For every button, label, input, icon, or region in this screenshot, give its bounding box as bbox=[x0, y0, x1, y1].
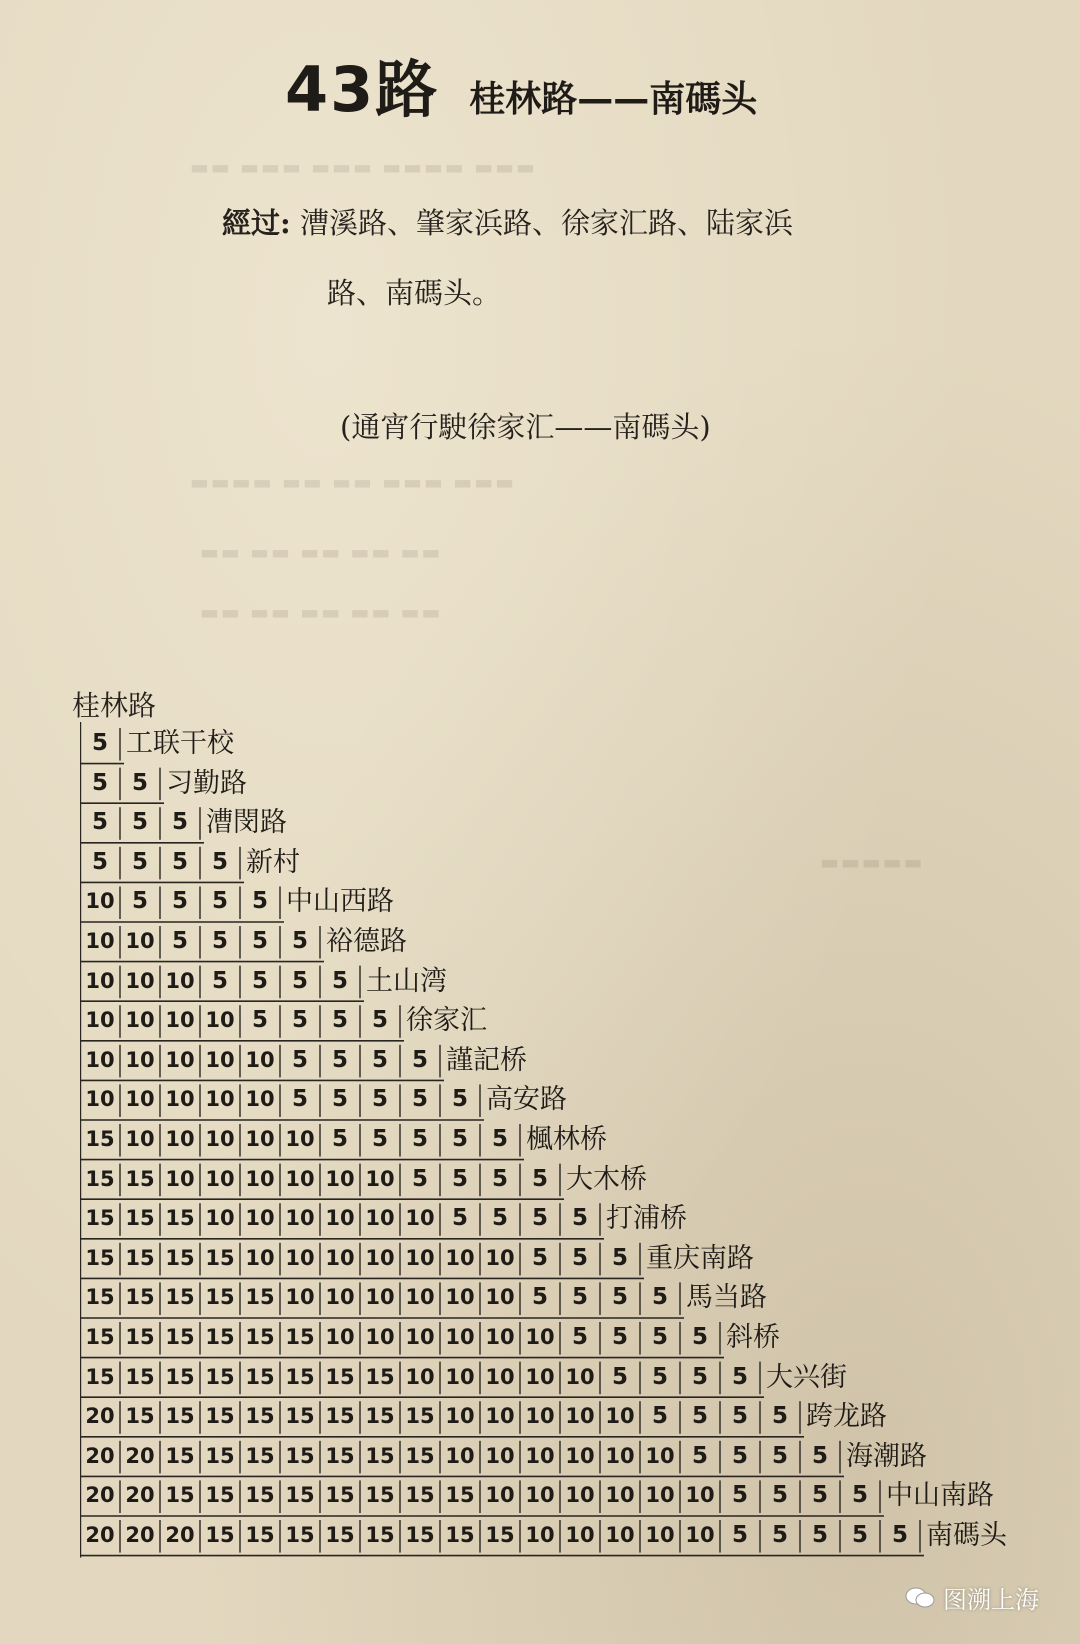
fare-cell: 10 bbox=[485, 1364, 515, 1389]
fare-cell: 5 bbox=[291, 1046, 308, 1073]
fare-cell: 15 bbox=[445, 1483, 475, 1508]
fare-cell: 10 bbox=[565, 1404, 595, 1429]
fare-cell: 15 bbox=[85, 1127, 115, 1151]
fare-cell: 5 bbox=[211, 928, 228, 954]
fare-cell: 10 bbox=[325, 1325, 355, 1349]
fare-cell: 5 bbox=[291, 928, 308, 954]
stop-name: 中山南路 bbox=[886, 1480, 994, 1512]
via-line-2: 路、南碼头。 bbox=[327, 276, 502, 310]
fare-cell: 5 bbox=[371, 1126, 388, 1152]
stop-name: 习勤路 bbox=[166, 767, 247, 799]
fare-cell: 10 bbox=[405, 1285, 435, 1310]
fare-cell: 10 bbox=[325, 1166, 355, 1191]
chat-bubble-icon bbox=[905, 1586, 935, 1610]
fare-cell: 10 bbox=[485, 1443, 515, 1468]
fare-cell: 15 bbox=[245, 1523, 275, 1547]
fare-cell: 15 bbox=[165, 1443, 195, 1468]
fare-cell: 15 bbox=[205, 1404, 235, 1429]
fare-cell: 20 bbox=[125, 1483, 155, 1508]
fare-cell: 15 bbox=[245, 1364, 275, 1389]
fare-cell: 15 bbox=[165, 1483, 195, 1508]
fare-cell: 5 bbox=[891, 1522, 908, 1548]
fare-cell: 20 bbox=[85, 1443, 115, 1468]
fare-cell: 10 bbox=[565, 1443, 595, 1468]
fare-cell: 10 bbox=[325, 1245, 355, 1270]
fare-cell: 5 bbox=[451, 1205, 468, 1232]
fare-cell: 10 bbox=[125, 929, 155, 953]
fare-cell: 15 bbox=[325, 1443, 355, 1468]
fare-cell: 10 bbox=[405, 1325, 435, 1349]
fare-cell: 15 bbox=[245, 1483, 275, 1508]
fare-cell: 15 bbox=[85, 1245, 115, 1270]
fare-cell: 5 bbox=[651, 1284, 668, 1311]
fare-cell: 15 bbox=[205, 1245, 235, 1270]
fare-cell: 10 bbox=[245, 1206, 275, 1231]
fare-cell: 10 bbox=[85, 1047, 115, 1072]
fare-cell: 5 bbox=[131, 888, 148, 915]
fare-cell: 15 bbox=[125, 1325, 155, 1349]
fare-cell: 10 bbox=[445, 1325, 475, 1349]
fare-cell: 15 bbox=[85, 1325, 115, 1349]
fare-cell: 15 bbox=[285, 1325, 315, 1349]
fare-cell: 10 bbox=[525, 1364, 555, 1389]
fare-cell: 15 bbox=[205, 1325, 235, 1349]
fare-cell: 15 bbox=[245, 1443, 275, 1468]
stop-name: 重庆南路 bbox=[646, 1242, 754, 1274]
fare-cell: 10 bbox=[165, 1127, 195, 1151]
fare-cell: 10 bbox=[365, 1245, 395, 1270]
via-label: 經过: bbox=[222, 206, 291, 240]
fare-cell: 15 bbox=[445, 1523, 475, 1547]
fare-cell: 10 bbox=[165, 1166, 195, 1191]
fare-cell: 15 bbox=[325, 1483, 355, 1508]
fare-cell: 10 bbox=[205, 1206, 235, 1231]
fare-cell: 5 bbox=[91, 809, 108, 836]
fare-cell: 10 bbox=[125, 1008, 155, 1033]
fare-cell: 15 bbox=[85, 1166, 115, 1191]
fare-cell: 15 bbox=[205, 1443, 235, 1468]
fare-cell: 5 bbox=[491, 1126, 508, 1152]
fare-cell: 10 bbox=[205, 1008, 235, 1033]
bleed-through-text: ▬▬ ▬▬▬ ▬▬▬ ▬▬▬▬ ▬▬▬ bbox=[190, 155, 537, 179]
fare-cell: 5 bbox=[531, 1165, 548, 1192]
fare-cell: 15 bbox=[285, 1523, 315, 1547]
overnight-note: (通宵行駛徐家汇——南碼头) bbox=[340, 410, 711, 444]
fare-cell: 5 bbox=[211, 848, 228, 875]
fare-cell: 10 bbox=[125, 1047, 155, 1072]
fare-cell: 5 bbox=[531, 1244, 548, 1271]
fare-cell: 15 bbox=[285, 1483, 315, 1508]
fare-cell: 5 bbox=[131, 769, 148, 796]
fare-cell: 5 bbox=[171, 809, 188, 836]
fare-cell: 5 bbox=[451, 1086, 468, 1113]
fare-cell: 10 bbox=[565, 1523, 595, 1547]
fare-cell: 5 bbox=[851, 1482, 868, 1509]
stop-name: 裕德路 bbox=[326, 926, 407, 957]
stop-name: 徐家汇 bbox=[406, 1005, 487, 1037]
fare-cell: 10 bbox=[165, 1047, 195, 1072]
fare-cell: 5 bbox=[731, 1363, 748, 1390]
fare-cell: 15 bbox=[85, 1285, 115, 1310]
fare-cell: 5 bbox=[91, 848, 108, 875]
fare-cell: 10 bbox=[125, 1087, 155, 1112]
fare-cell: 10 bbox=[165, 1008, 195, 1033]
fare-cell: 10 bbox=[485, 1245, 515, 1270]
fare-cell: 5 bbox=[651, 1363, 668, 1390]
fare-cell: 5 bbox=[451, 1165, 468, 1192]
fare-cell: 10 bbox=[605, 1483, 635, 1508]
fare-cell: 5 bbox=[91, 769, 108, 796]
fare-cell: 15 bbox=[405, 1523, 435, 1547]
fare-cell: 5 bbox=[171, 848, 188, 875]
fare-cell: 10 bbox=[285, 1127, 315, 1151]
fare-cell: 15 bbox=[285, 1364, 315, 1389]
fare-cell: 10 bbox=[485, 1483, 515, 1508]
fare-cell: 10 bbox=[325, 1206, 355, 1231]
fare-cell: 5 bbox=[531, 1205, 548, 1232]
stop-name: 斜桥 bbox=[726, 1322, 780, 1353]
fare-cell: 15 bbox=[165, 1245, 195, 1270]
fare-cell: 10 bbox=[245, 1127, 275, 1151]
fare-cell: 20 bbox=[125, 1443, 155, 1468]
fare-cell: 15 bbox=[285, 1443, 315, 1468]
fare-cell: 10 bbox=[445, 1245, 475, 1270]
fare-cell: 10 bbox=[405, 1245, 435, 1270]
fare-cell: 10 bbox=[245, 1087, 275, 1112]
bleed-through-text: ▬▬▬▬▬ bbox=[820, 850, 925, 874]
stop-name: 土山湾 bbox=[366, 965, 447, 997]
fare-cell: 5 bbox=[771, 1442, 788, 1469]
page-title bbox=[285, 40, 758, 126]
fare-cell: 20 bbox=[165, 1523, 195, 1547]
fare-cell: 10 bbox=[445, 1443, 475, 1468]
fare-cell: 10 bbox=[285, 1166, 315, 1191]
fare-cell: 10 bbox=[205, 1166, 235, 1191]
fare-cell: 15 bbox=[485, 1523, 515, 1547]
fare-cell: 10 bbox=[605, 1443, 635, 1468]
fare-cell: 5 bbox=[211, 888, 228, 915]
fare-cell: 10 bbox=[525, 1443, 555, 1468]
fare-cell: 10 bbox=[85, 929, 115, 953]
fare-cell: 10 bbox=[685, 1523, 715, 1547]
stop-name: 中山西路 bbox=[286, 886, 394, 918]
fare-cell: 15 bbox=[365, 1443, 395, 1468]
bleed-through-text: ▬▬ ▬▬ ▬▬ ▬▬ ▬▬ bbox=[200, 600, 443, 624]
fare-cell: 5 bbox=[571, 1244, 588, 1271]
fare-cell: 5 bbox=[691, 1403, 708, 1430]
fare-cell: 5 bbox=[771, 1403, 788, 1430]
fare-cell: 10 bbox=[205, 1047, 235, 1072]
fare-cell: 5 bbox=[571, 1324, 588, 1350]
fare-cell: 5 bbox=[291, 1007, 308, 1034]
fare-cell: 15 bbox=[365, 1483, 395, 1508]
stop-name: 海潮路 bbox=[846, 1440, 927, 1472]
fare-cell: 10 bbox=[245, 1245, 275, 1270]
route-number: 43路 bbox=[285, 53, 440, 126]
fare-cell: 5 bbox=[691, 1442, 708, 1469]
fare-cell: 15 bbox=[165, 1206, 195, 1231]
fare-cell: 15 bbox=[205, 1523, 235, 1547]
fare-cell: 5 bbox=[811, 1522, 828, 1548]
fare-cell: 10 bbox=[445, 1404, 475, 1429]
fare-cell: 15 bbox=[325, 1523, 355, 1547]
stop-name: 楓林桥 bbox=[526, 1124, 607, 1155]
fare-cell: 5 bbox=[171, 888, 188, 915]
fare-cell: 5 bbox=[611, 1244, 628, 1271]
fare-cell: 10 bbox=[125, 968, 155, 993]
fare-cell: 5 bbox=[331, 1046, 348, 1073]
fare-cell: 5 bbox=[491, 1205, 508, 1232]
fare-cell: 15 bbox=[125, 1364, 155, 1389]
fare-cell: 5 bbox=[651, 1324, 668, 1350]
start-stop-label: 桂林路 bbox=[72, 689, 157, 722]
fare-cell: 10 bbox=[445, 1285, 475, 1310]
watermark-text: 图溯上海 bbox=[943, 1586, 1039, 1614]
route-name: 桂林路——南碼头 bbox=[469, 79, 758, 120]
fare-cell: 5 bbox=[571, 1205, 588, 1232]
fare-cell: 5 bbox=[611, 1284, 628, 1311]
fare-cell: 15 bbox=[245, 1285, 275, 1310]
fare-cell: 20 bbox=[125, 1523, 155, 1547]
fare-cell: 15 bbox=[325, 1404, 355, 1429]
fare-cell: 10 bbox=[525, 1325, 555, 1349]
fare-cell: 15 bbox=[165, 1364, 195, 1389]
fare-cell: 10 bbox=[245, 1047, 275, 1072]
fare-cell: 5 bbox=[291, 1086, 308, 1113]
fare-cell: 5 bbox=[331, 1126, 348, 1152]
fare-cell: 5 bbox=[611, 1363, 628, 1390]
fare-cell: 5 bbox=[91, 730, 108, 756]
fare-cell: 5 bbox=[251, 928, 268, 954]
fare-cell: 10 bbox=[485, 1404, 515, 1429]
stop-name: 新村 bbox=[246, 846, 300, 878]
fare-cell: 20 bbox=[85, 1404, 115, 1429]
fare-cell: 10 bbox=[85, 1087, 115, 1112]
fare-cell: 5 bbox=[251, 888, 268, 915]
fare-cell: 15 bbox=[125, 1285, 155, 1310]
via-line-1: 漕溪路、肇家浜路、徐家汇路、陆家浜 bbox=[299, 206, 793, 240]
fare-cell: 15 bbox=[325, 1364, 355, 1389]
fare-cell: 10 bbox=[365, 1206, 395, 1231]
fare-cell: 15 bbox=[405, 1443, 435, 1468]
fare-cell: 5 bbox=[451, 1126, 468, 1152]
fare-table bbox=[80, 722, 1060, 1592]
fare-cell: 10 bbox=[285, 1245, 315, 1270]
fare-cell: 10 bbox=[565, 1483, 595, 1508]
stop-name: 工联干校 bbox=[126, 728, 234, 759]
fare-cell: 15 bbox=[205, 1364, 235, 1389]
fare-cell: 10 bbox=[365, 1285, 395, 1310]
fare-cell: 10 bbox=[85, 968, 115, 993]
fare-cell: 15 bbox=[245, 1404, 275, 1429]
stop-name: 高安路 bbox=[486, 1084, 567, 1116]
fare-cell: 15 bbox=[205, 1483, 235, 1508]
fare-cell: 10 bbox=[525, 1404, 555, 1429]
fare-cell: 5 bbox=[411, 1086, 428, 1113]
fare-cell: 5 bbox=[411, 1165, 428, 1192]
fare-cell: 10 bbox=[645, 1483, 675, 1508]
bleed-through-text: ▬▬ ▬▬ ▬▬ ▬▬ ▬▬ bbox=[200, 540, 443, 564]
stop-name: 馬当路 bbox=[686, 1282, 767, 1314]
stop-name: 漕閔路 bbox=[206, 807, 287, 839]
fare-cell: 10 bbox=[125, 1127, 155, 1151]
stop-name: 大兴街 bbox=[766, 1361, 847, 1393]
fare-cell: 10 bbox=[365, 1325, 395, 1349]
fare-cell: 10 bbox=[285, 1285, 315, 1310]
fare-cell: 10 bbox=[605, 1523, 635, 1547]
fare-cell: 5 bbox=[691, 1363, 708, 1390]
fare-cell: 10 bbox=[405, 1206, 435, 1231]
stop-name: 大木桥 bbox=[566, 1163, 647, 1195]
fare-cell: 5 bbox=[731, 1403, 748, 1430]
fare-cell: 5 bbox=[251, 967, 268, 994]
fare-cell: 10 bbox=[565, 1364, 595, 1389]
stop-name: 打浦桥 bbox=[606, 1203, 687, 1235]
fare-cell: 10 bbox=[525, 1483, 555, 1508]
fare-cell: 15 bbox=[125, 1166, 155, 1191]
fare-cell: 5 bbox=[811, 1482, 828, 1509]
watermark bbox=[905, 1580, 1039, 1615]
fare-cell: 10 bbox=[485, 1285, 515, 1310]
fare-cell: 5 bbox=[411, 1126, 428, 1152]
fare-cell: 15 bbox=[125, 1404, 155, 1429]
fare-cell: 10 bbox=[645, 1443, 675, 1468]
stop-name: 南碼头 bbox=[926, 1520, 1007, 1551]
stop-name: 謹記桥 bbox=[446, 1044, 527, 1076]
fare-cell: 5 bbox=[571, 1284, 588, 1311]
fare-cell: 15 bbox=[85, 1206, 115, 1231]
fare-cell: 5 bbox=[131, 848, 148, 875]
fare-cell: 15 bbox=[125, 1245, 155, 1270]
fare-cell: 5 bbox=[331, 1086, 348, 1113]
fare-cell: 10 bbox=[85, 889, 115, 914]
fare-cell: 5 bbox=[491, 1165, 508, 1192]
fare-cell: 5 bbox=[851, 1522, 868, 1548]
fare-cell: 5 bbox=[731, 1522, 748, 1548]
fare-cell: 15 bbox=[85, 1364, 115, 1389]
fare-cell: 5 bbox=[531, 1284, 548, 1311]
fare-cell: 10 bbox=[605, 1404, 635, 1429]
fare-cell: 10 bbox=[645, 1523, 675, 1547]
fare-cell: 5 bbox=[731, 1482, 748, 1509]
fare-cell: 15 bbox=[285, 1404, 315, 1429]
stop-name: 跨龙路 bbox=[806, 1401, 887, 1433]
fare-cell: 15 bbox=[125, 1206, 155, 1231]
fare-cell: 5 bbox=[411, 1046, 428, 1073]
fare-cell: 15 bbox=[245, 1325, 275, 1349]
fare-cell: 5 bbox=[691, 1324, 708, 1350]
fare-cell: 10 bbox=[205, 1127, 235, 1151]
fare-cell: 5 bbox=[731, 1442, 748, 1469]
fare-cell: 10 bbox=[285, 1206, 315, 1231]
fare-cell: 10 bbox=[525, 1523, 555, 1547]
fare-cell: 20 bbox=[85, 1483, 115, 1508]
fare-cell: 10 bbox=[485, 1325, 515, 1349]
fare-cell: 5 bbox=[811, 1442, 828, 1469]
fare-cell: 15 bbox=[165, 1404, 195, 1429]
fare-cell: 10 bbox=[405, 1364, 435, 1389]
fare-cell: 5 bbox=[131, 809, 148, 836]
fare-cell: 5 bbox=[331, 1007, 348, 1034]
fare-cell: 10 bbox=[165, 968, 195, 993]
fare-cell: 5 bbox=[331, 967, 348, 994]
fare-cell: 15 bbox=[365, 1404, 395, 1429]
fare-cell: 5 bbox=[771, 1482, 788, 1509]
fare-cell: 10 bbox=[245, 1166, 275, 1191]
fare-cell: 5 bbox=[771, 1522, 788, 1548]
fare-cell: 5 bbox=[371, 1086, 388, 1113]
fare-cell: 10 bbox=[685, 1483, 715, 1508]
fare-cell: 5 bbox=[651, 1403, 668, 1430]
bleed-through-text: ▬▬▬▬ ▬▬ ▬▬ ▬▬▬ ▬▬▬ bbox=[190, 470, 516, 494]
fare-cell: 5 bbox=[251, 1007, 268, 1034]
fare-cell: 10 bbox=[365, 1166, 395, 1191]
fare-cell: 10 bbox=[445, 1364, 475, 1389]
fare-cell: 5 bbox=[291, 967, 308, 994]
via-section bbox=[222, 188, 902, 328]
fare-cell: 20 bbox=[85, 1523, 115, 1547]
fare-cell: 5 bbox=[611, 1324, 628, 1350]
fare-cell: 15 bbox=[405, 1404, 435, 1429]
fare-cell: 15 bbox=[165, 1285, 195, 1310]
fare-cell: 15 bbox=[365, 1523, 395, 1547]
fare-cell: 5 bbox=[371, 1007, 388, 1034]
fare-cell: 5 bbox=[371, 1046, 388, 1073]
fare-cell: 5 bbox=[211, 967, 228, 994]
fare-cell: 10 bbox=[205, 1087, 235, 1112]
fare-cell: 15 bbox=[365, 1364, 395, 1389]
fare-cell: 10 bbox=[325, 1285, 355, 1310]
fare-cell: 15 bbox=[165, 1325, 195, 1349]
fare-cell: 10 bbox=[165, 1087, 195, 1112]
fare-cell: 10 bbox=[85, 1008, 115, 1033]
fare-cell: 15 bbox=[205, 1285, 235, 1310]
fare-cell: 15 bbox=[405, 1483, 435, 1508]
fare-cell: 5 bbox=[171, 928, 188, 954]
